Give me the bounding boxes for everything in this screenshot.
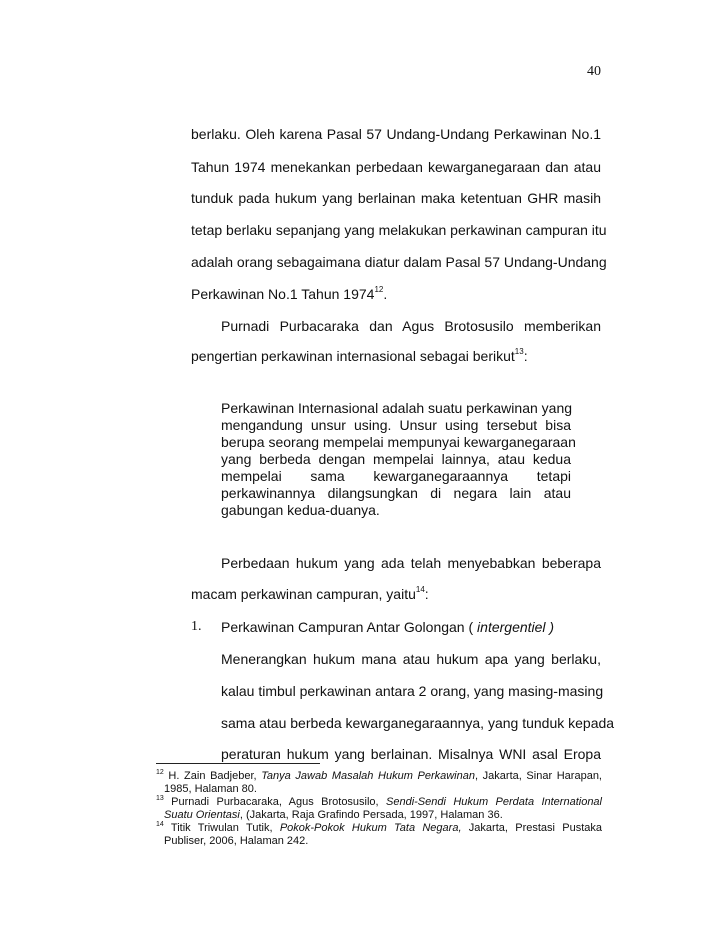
quote-line: berupa seorang mempelai mempunyai kewarganegaraan (221, 434, 576, 450)
footnote-text: Titik Triwulan Tutik, (163, 822, 280, 834)
body-text: : (424, 586, 429, 602)
footnote-ref[interactable]: 12 (374, 285, 384, 294)
body-text: pengertian perkawinan internasional sebagai berikut (191, 348, 515, 364)
body-line: berlaku. Oleh karena Pasal 57 Undang-Undang Perkawinan No.1 (191, 126, 601, 142)
body-line: Perbedaan hukum yang ada telah menyebabkan beberapa (221, 555, 601, 571)
body-line: tunduk pada hukum yang berlainan maka ketentuan GHR masih (191, 190, 601, 206)
body-line: Menerangkan hukum mana atau hukum apa yang berlaku, (221, 651, 601, 667)
footnote-continuation: 1985, Halaman 80. (164, 783, 257, 795)
quote-line: Perkawinan Internasional adalah suatu perkawinan yang (221, 400, 573, 416)
body-text: : (523, 348, 528, 364)
footnote-title: Pokok-Pokok Hukum Tata Negara, (279, 822, 462, 834)
body-line: adalah orang sebagaimana diatur dalam Pasal 57 Undang-Undang (191, 254, 607, 270)
footnote-text: Jakarta, Prestasi Pustaka (461, 822, 603, 834)
footnote-ref[interactable]: 14 (415, 585, 425, 594)
footnote-title: Suatu Orientasi (164, 809, 240, 821)
footnote-separator (156, 763, 320, 764)
list-number: 1. (191, 619, 202, 634)
footnote (156, 770, 602, 783)
footnote-ref[interactable]: 13 (514, 347, 524, 356)
quote-line: mempelai sama kewarganegaraannya tetapi (221, 468, 571, 484)
footnote-text: H. Zain Badjeber, (163, 770, 262, 782)
body-line: Purnadi Purbacaraka dan Agus Brotosusilo memberikan (221, 318, 601, 334)
body-line: peraturan hukum yang berlainan. Misalnya WNI asal Eropa (221, 746, 601, 762)
body-line (191, 348, 601, 364)
footnote (156, 822, 602, 835)
footnote-title: Sendi-Sendi Hukum Perdata International (386, 796, 602, 808)
body-text: Perkawinan No.1 Tahun 1974 (191, 286, 375, 302)
page-number: 40 (587, 64, 601, 79)
list-heading-text: Perkawinan Campuran Antar Golongan ( (221, 619, 478, 635)
footnote-number: 14 (156, 821, 164, 828)
body-line (191, 286, 601, 302)
list-heading-italic: intergentiel ) (477, 619, 555, 635)
quote-line: perkawinannya dilangsungkan di negara lain atau (221, 485, 571, 501)
body-line: sama atau berbeda kewarganegaraannya, yang tunduk kepada (221, 715, 615, 731)
quote-line: yang berbeda dengan mempelai lainnya, atau kedua (221, 451, 571, 467)
list-heading (221, 619, 601, 635)
body-text: . (383, 286, 388, 302)
body-text: macam perkawinan campuran, yaitu (191, 586, 416, 602)
footnote-continuation: Publiser, 2006, Halaman 242. (164, 835, 309, 847)
body-line: Tahun 1974 menekankan perbedaan kewarganegaraan dan atau (191, 159, 601, 175)
footnote-text: , (Jakarta, Raja Grafindo Persada, 1997, Halaman 36. (239, 809, 503, 821)
footnote-number: 13 (156, 795, 164, 802)
footnote-continuation (164, 809, 602, 822)
body-line: kalau timbul perkawinan antara 2 orang, yang masing-masing (221, 683, 604, 699)
body-line (191, 586, 601, 602)
footnote (156, 796, 602, 809)
footnote-title: Tanya Jawab Masalah Hukum Perkawinan (261, 770, 475, 782)
quote-line: gabungan kedua-duanya. (221, 502, 380, 518)
body-line: tetap berlaku sepanjang yang melakukan perkawinan campuran itu (191, 222, 607, 238)
footnote-text: , Jakarta, Sinar Harapan, (474, 770, 602, 782)
footnote-text: Purnadi Purbacaraka, Agus Brotosusilo, (163, 796, 386, 808)
quote-line: mengandung unsur using. Unsur using tersebut bisa (221, 417, 571, 433)
footnote-number: 12 (156, 769, 164, 776)
